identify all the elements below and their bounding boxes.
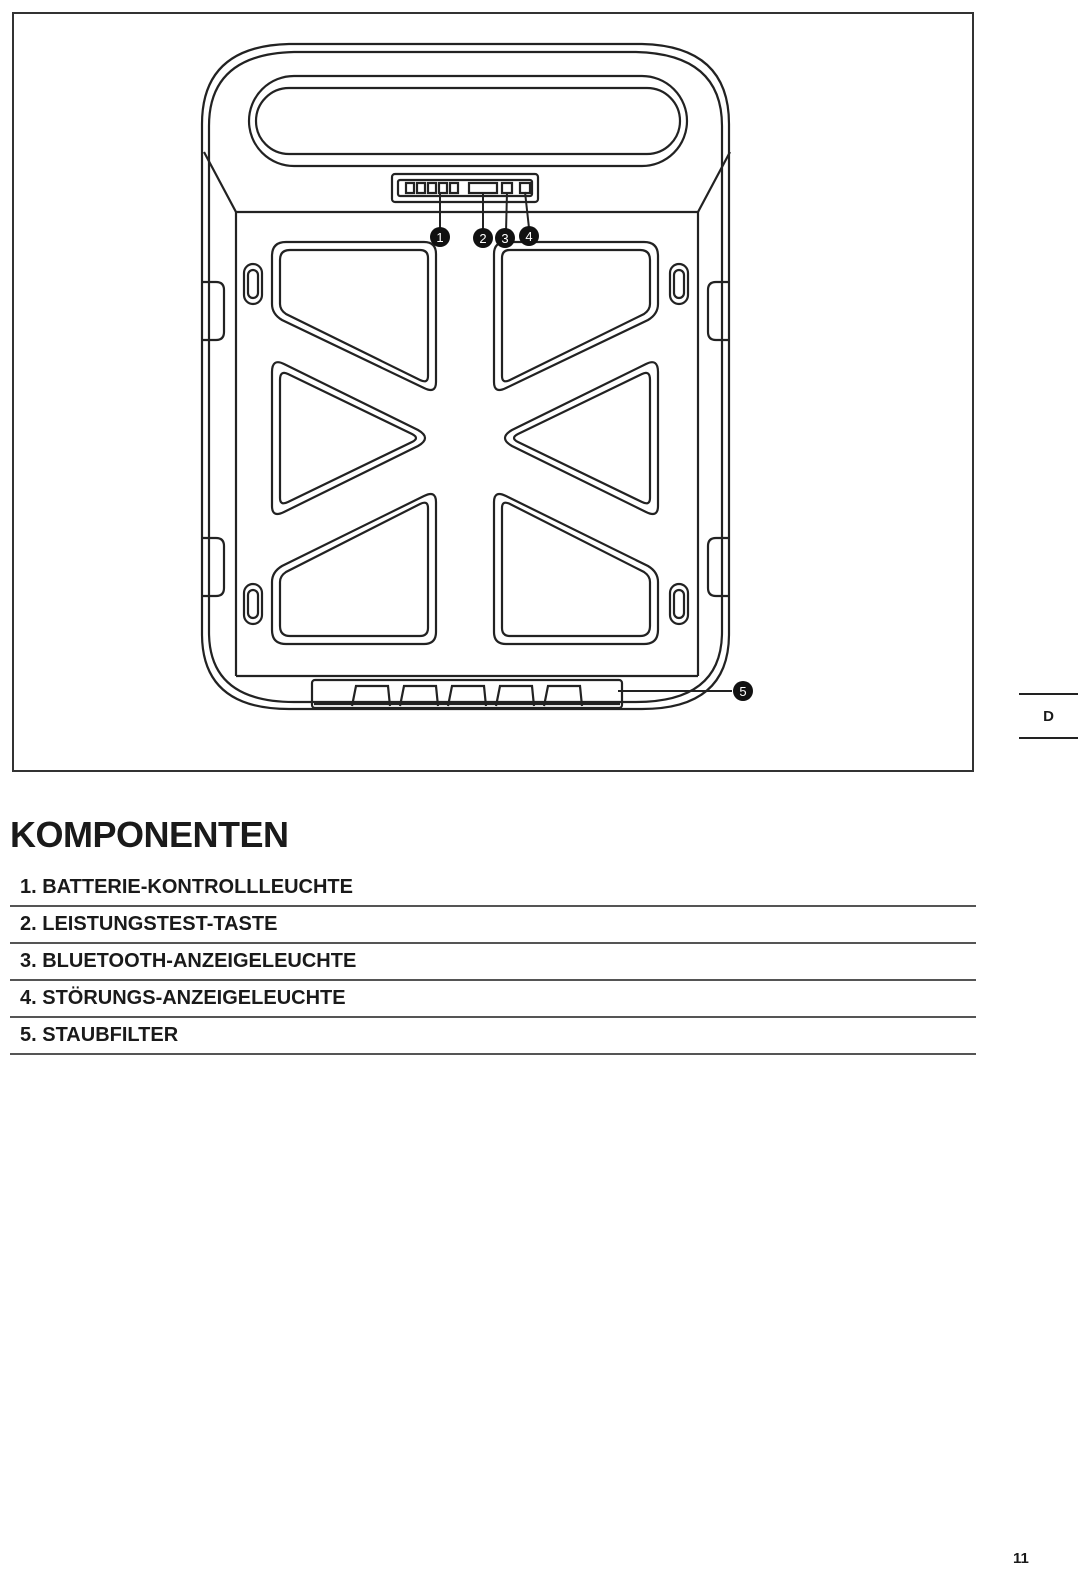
callout-4: 4: [525, 229, 533, 244]
language-tab: [1019, 693, 1078, 739]
component-item: 1. BATTERIE-KONTROLLLEUCHTE: [10, 870, 976, 907]
figure-frame: [12, 12, 974, 772]
callout-1: 1: [436, 230, 444, 245]
device-illustration: [14, 14, 974, 772]
language-tab-label: D: [1043, 707, 1054, 725]
component-item: 4. STÖRUNGS-ANZEIGELEUCHTE: [10, 981, 976, 1018]
component-item: 2. LEISTUNGSTEST-TASTE: [10, 907, 976, 944]
callout-2: 2: [479, 231, 487, 246]
callout-3: 3: [501, 231, 509, 246]
component-list: [10, 870, 976, 1055]
component-item: 5. STAUBFILTER: [10, 1018, 976, 1055]
component-item: 3. BLUETOOTH-ANZEIGELEUCHTE: [10, 944, 976, 981]
callout-markers: [430, 226, 753, 701]
section-title: KOMPONENTEN: [10, 814, 289, 855]
page-number: 11: [1013, 1550, 1029, 1567]
callout-5: 5: [739, 684, 747, 699]
